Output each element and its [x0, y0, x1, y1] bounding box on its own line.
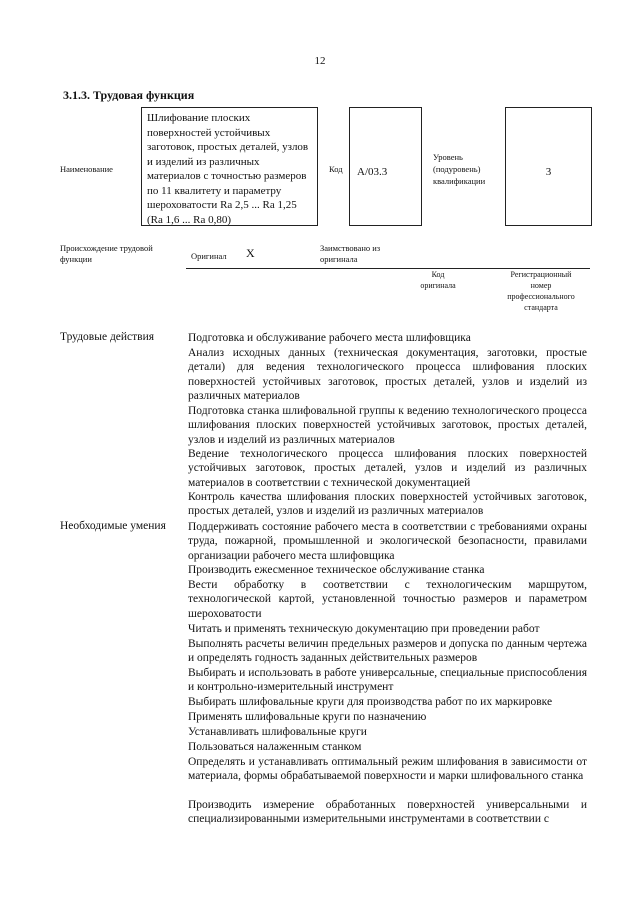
skill-item: Пользоваться налаженным станком [188, 741, 362, 753]
code-label: Код [329, 164, 343, 174]
skill-item: Вести обработку в соответствии с технологическим маршрутом, технологической картой, установленной точностью размеров и параметром шероховатости [188, 579, 587, 620]
name-value: Шлифование плоских поверхностей устойчивых заготовок, простых деталей, узлов и изделий из различных материалов с точностью размеров по 11 квалитету и параметру шероховатости Ra 2,5 ... Ra 1,25 (Ra 1,6 ... Ra 0,80) [147, 112, 309, 226]
skill-item: Устанавливать шлифовальные круги [188, 726, 367, 738]
original-label: Оригинал [191, 251, 227, 261]
skill-item: Читать и применять техническую документацию при проведении работ [188, 623, 540, 635]
code-value: А/03.3 [357, 166, 388, 178]
name-label: Наименование [60, 164, 113, 174]
reg-caption-1: Регистрационный [510, 270, 572, 279]
borrowed-label-1: Заимствовано из [320, 243, 381, 253]
reg-caption-2: номер [530, 281, 552, 290]
code-box [349, 107, 422, 226]
skill-item: Выполнять расчеты величин предельных размеров и допуска по данным чертежа и определять годность заданных действительных размеров [188, 638, 587, 665]
labor-action-item: Анализ исходных данных (техническая документация, заготовки, простые детали) для ведения технологического процесса шлифования плоских поверхностей устойчивых заготовок, простых деталей, узлов и изделий из различных материалов [188, 347, 587, 403]
page-number: 12 [314, 55, 326, 67]
level-label-1: Уровень [433, 152, 463, 162]
reg-caption-3: профессионального [507, 292, 575, 301]
name-box [141, 107, 318, 226]
labor-action-item: Контроль качества шлифования плоских поверхностей устойчивых заготовок, простых деталей, узлов и изделий из различных материалов [188, 491, 587, 518]
origin-underline [186, 268, 590, 269]
skill-item: Поддерживать состояние рабочего места в соответствии с требованиями охраны труда, пожарной, промышленной и экологической безопасности, правилами организации рабочего места шлифовщика [188, 521, 587, 562]
origin-label-1: Происхождение трудовой [60, 243, 153, 253]
section-title: 3.1.3. Трудовая функция [63, 88, 195, 102]
labor-actions-label: Трудовые действия [60, 331, 155, 343]
reg-caption-4: стандарта [524, 303, 558, 312]
skill-item: Производить ежесменное техническое обслуживание станка [188, 564, 485, 576]
required-skills-label: Необходимые умения [60, 520, 166, 532]
level-box [505, 107, 592, 226]
origin-label-2: функции [60, 254, 92, 264]
labor-action-item: Подготовка и обслуживание рабочего места шлифовщика [188, 332, 471, 344]
code-caption-2: оригинала [420, 281, 456, 290]
level-value: 3 [545, 166, 552, 178]
skill-item: Применять шлифовальные круги по назначению [188, 711, 427, 723]
skill-item: Производить измерение обработанных поверхностей универсальными и специализированными измерительными инструментами в соответствии с [188, 799, 587, 826]
level-label-3: квалификации [433, 176, 486, 186]
borrowed-label-2: оригинала [320, 254, 358, 264]
labor-action-item: Подготовка станка шлифовальной группы к ведению технологического процесса шлифования плоских поверхностей устойчивых заготовок, простых деталей, узлов и изделий из различных материалов [188, 405, 587, 446]
code-caption-1: Код [431, 270, 445, 279]
skill-item: Выбирать и использовать в работе универсальные, специальные приспособления и контрольно-измерительный инструмент [188, 667, 587, 694]
labor-action-item: Ведение технологического процесса шлифования плоских поверхностей устойчивых заготовок, простых деталей, узлов и изделий из различных материалов в соответствии с технической документацией [188, 448, 587, 489]
skill-item: Определять и устанавливать оптимальный режим шлифования в зависимости от материала, формы обрабатываемой поверхности и марки шлифовального станка [188, 756, 587, 783]
level-label-2: (подуровень) [433, 164, 481, 174]
original-mark: X [246, 246, 255, 260]
skill-item: Выбирать шлифовальные круги для производства работ по их маркировке [188, 696, 553, 708]
